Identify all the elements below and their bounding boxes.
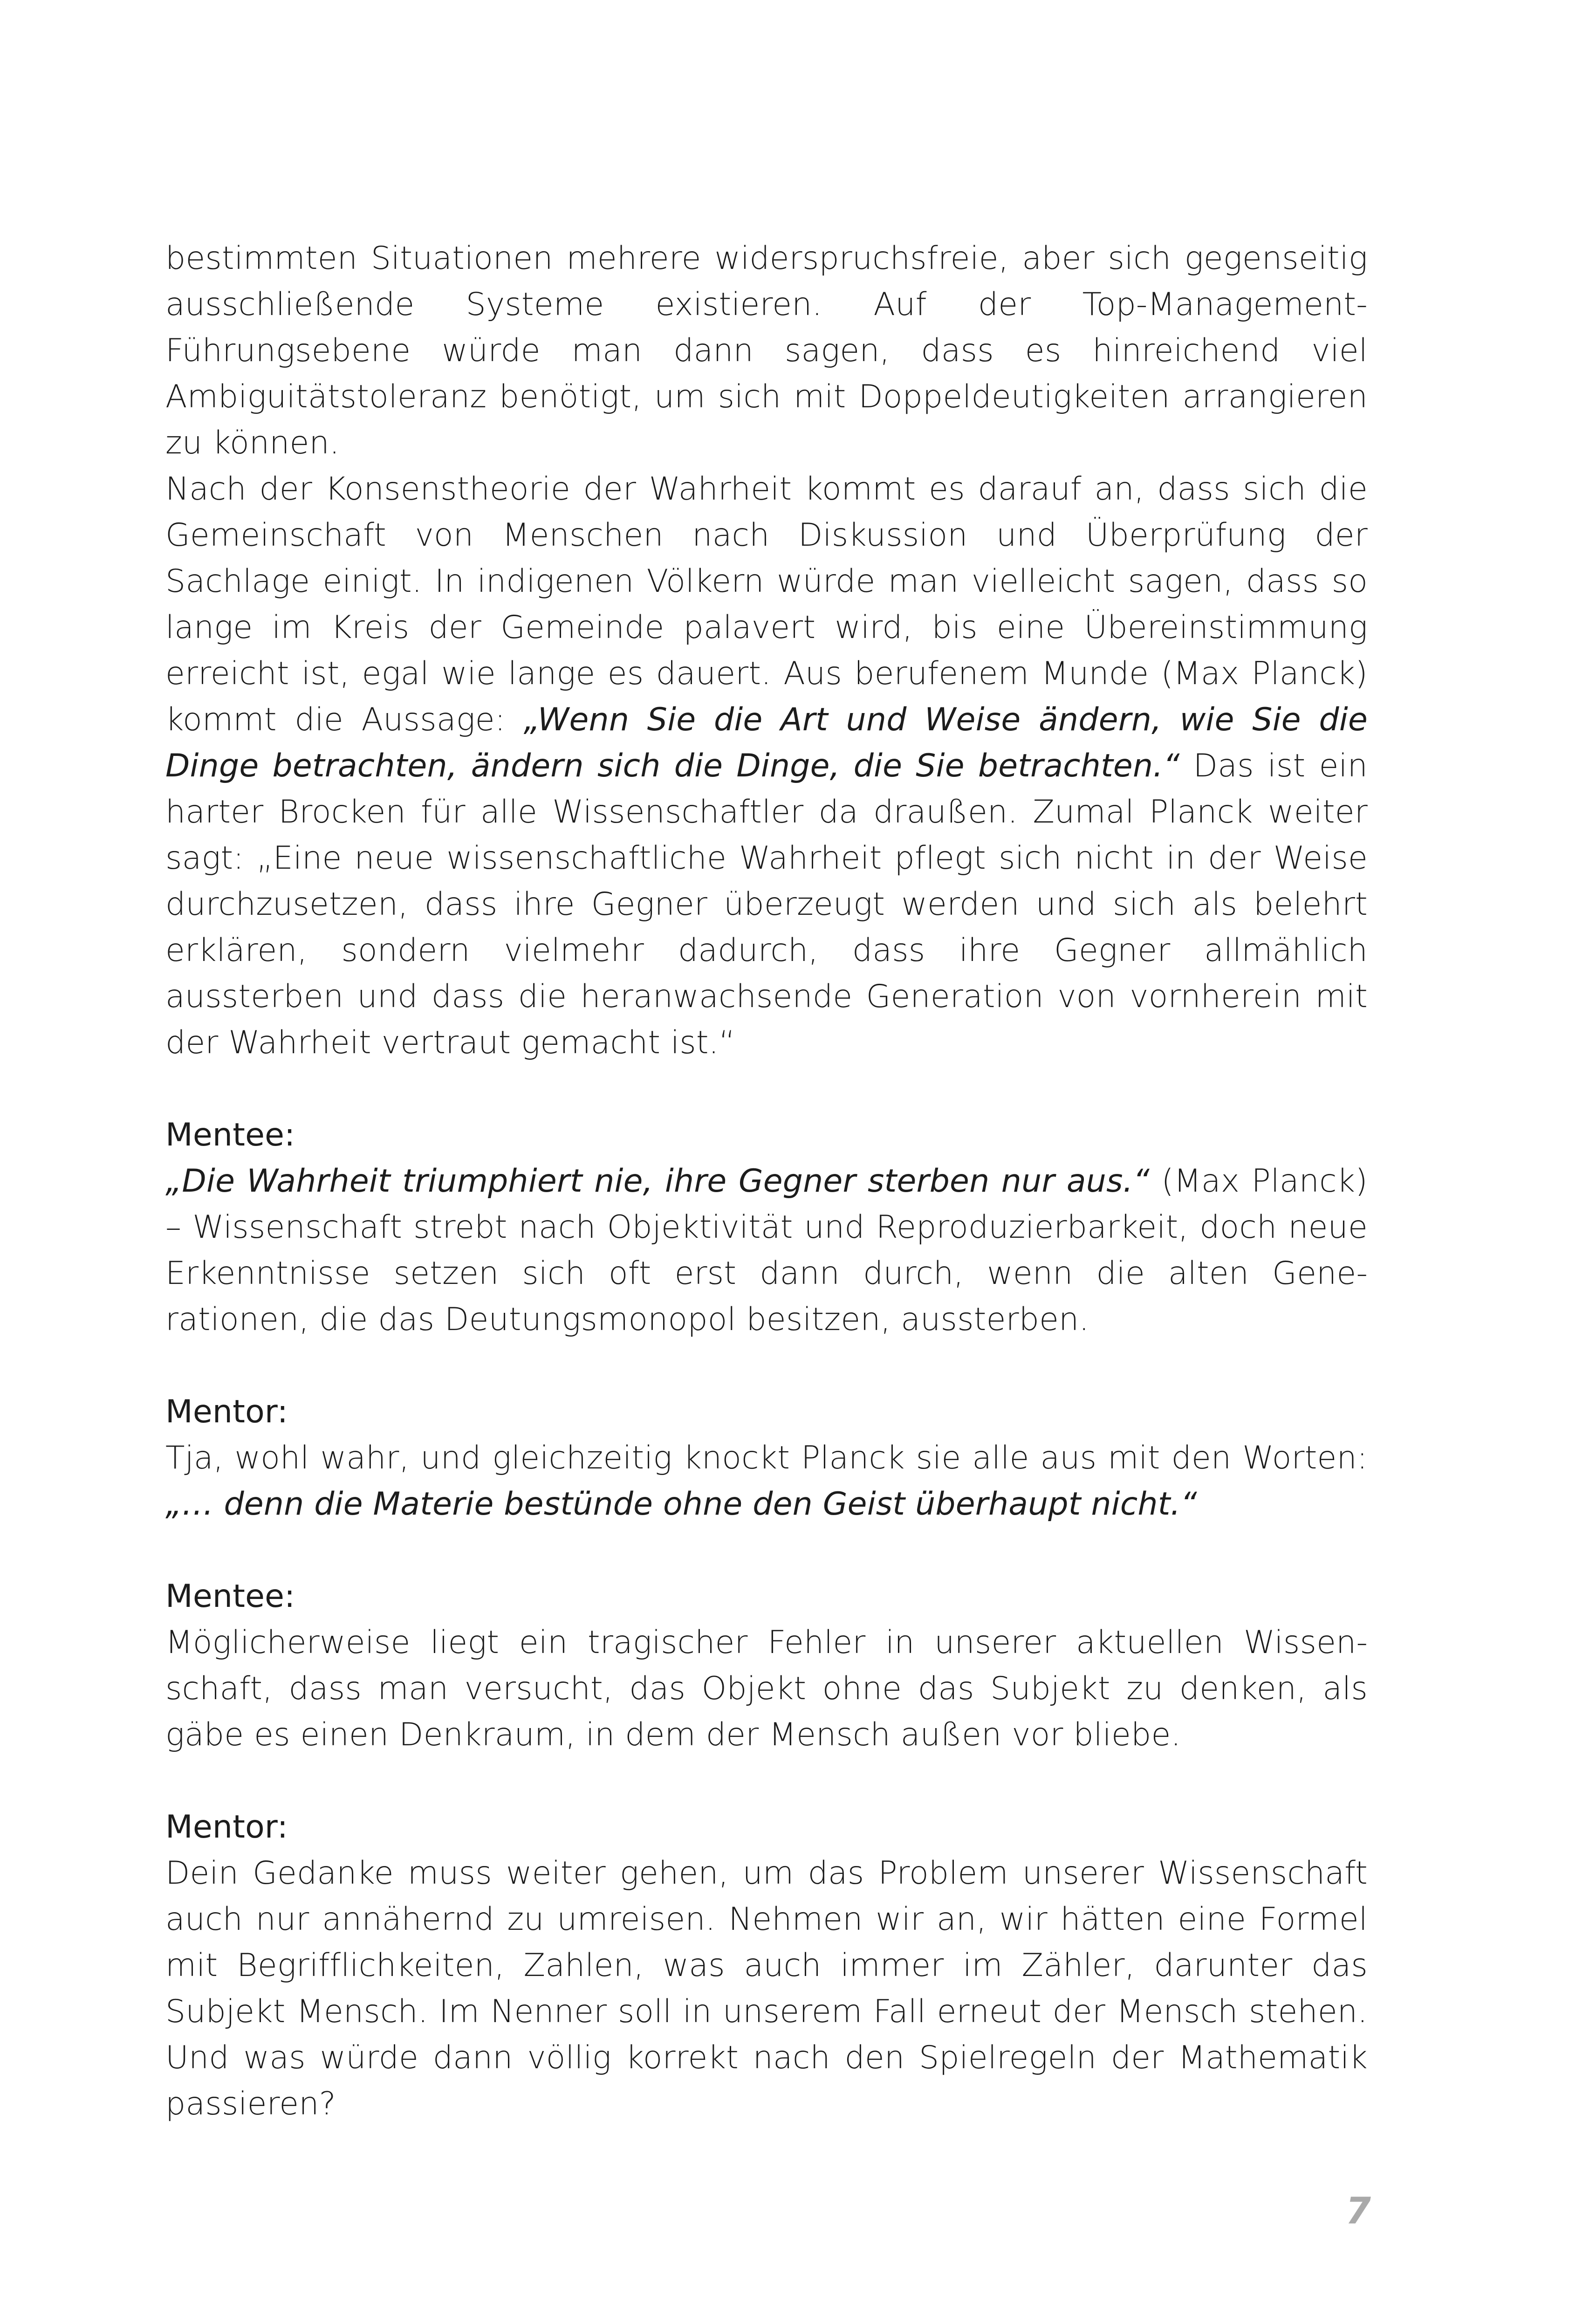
paragraph-gap bbox=[165, 1758, 1368, 1804]
mentor-statement-1 bbox=[165, 1435, 1368, 1527]
mentor-statement-1-text: Tja, wohl wahr, und gleichzeitig knockt Planck sie alle aus mit den Worten: bbox=[165, 1440, 1368, 1476]
speaker-label-mentor: Mentor: bbox=[165, 1393, 288, 1430]
paragraph-gap bbox=[165, 1066, 1368, 1112]
speaker-label-mentor: Mentor: bbox=[165, 1809, 288, 1845]
speaker-label-mentee: Mentee: bbox=[165, 1117, 295, 1153]
paragraph-gap bbox=[165, 1527, 1368, 1573]
paragraph-gap bbox=[165, 1343, 1368, 1389]
paragraph-ambiguity: bestimmten Situationen mehrere widerspruchsfreie, aber sich gegenseitig ausschließende Systeme existieren. Auf der Top-Management-Führungsebene würde man dann sagen, dass es hinreichend viel Ambiguitätstoleranz benötigt, um sich mit Doppeldeutigkeiten arrangieren zu können. bbox=[165, 240, 1368, 461]
paragraph-consensus-text: Nach der Konsenstheorie der Wahrheit kommt es darauf an, dass sich die Gemeinschaft von Menschen nach Diskussion und Überprüfung der Sachlage einigt. In indigenen Völkern würde man vielleicht sagen, dass so lange im Kreis der Gemeinde palavert wird, bis eine Übereinstimmung erreicht ist, egal wie lange es dauert. Aus berufenem Munde (Max Planck) kommt die Aussage: bbox=[165, 471, 1368, 738]
mentor-statement-2: Dein Gedanke muss weiter gehen, um das Problem unserer Wissenschaft auch nur annähernd zu umreisen. Nehmen wir an, wir hätten eine Formel mit Begrifflichkeiten, Zahlen, was auch immer im Zähler, darunter das Subjekt Mensch. Im Nenner soll in unserem Fall erneut der Mensch stehen. Und was würde dann völlig korrekt nach den Spielregeln der Mathematik passieren? bbox=[165, 1855, 1368, 2122]
paragraph-consensus-continuation: Das ist ein harter Brocken für alle Wissenschaftler da draußen. Zumal Planck weiter sagt: „Eine neue wissenschaftliche Wahrheit pflegt sich nicht in der Weise durchzusetzen, dass ihre Gegner überzeugt werden und sich als belehrt erklären, sondern vielmehr dadurch, dass ihre Gegner allmählich aussterben und dass die heranwachsende Generation von vornherein mit der Wahrheit vertraut gemacht ist.“ bbox=[165, 748, 1368, 1061]
speaker-label-mentee: Mentee: bbox=[165, 1578, 295, 1615]
mentee-statement-1 bbox=[165, 1158, 1368, 1343]
mentee-statement-2: Möglicherweise liegt ein tragischer Fehler in unserer aktuellen Wissenschaft, dass man versucht, das Objekt ohne das Subjekt zu denken, als gäbe es einen Denkraum, in dem der Mensch außen vor bliebe. bbox=[165, 1624, 1368, 1753]
paragraph-consensus-theory bbox=[165, 466, 1368, 1066]
text-column bbox=[165, 235, 1368, 2127]
planck-quote-truth: „Die Wahrheit triumphiert nie, ihre Gegner sterben nur aus.“ bbox=[165, 1163, 1150, 1200]
mentee-statement-1-text: (Max Planck) – Wissenschaft strebt nach Objektivität und Reproduzierbarkeit, doch neue Erkenntnisse setzen sich oft erst dann durch, wenn die alten Generationen, die das Deutungsmonopol besitzen, aussterben. bbox=[165, 1163, 1368, 1338]
planck-quote-perspective: „Wenn Sie die Art und Weise ändern, wie Sie die Dinge betrachten, ändern sich die Dinge, die Sie betrachten.“ bbox=[165, 701, 1368, 784]
planck-quote-matter: „… denn die Materie bestünde ohne den Geist überhaupt nicht.“ bbox=[165, 1486, 1197, 1523]
page-number: 7 bbox=[1345, 2190, 1371, 2232]
